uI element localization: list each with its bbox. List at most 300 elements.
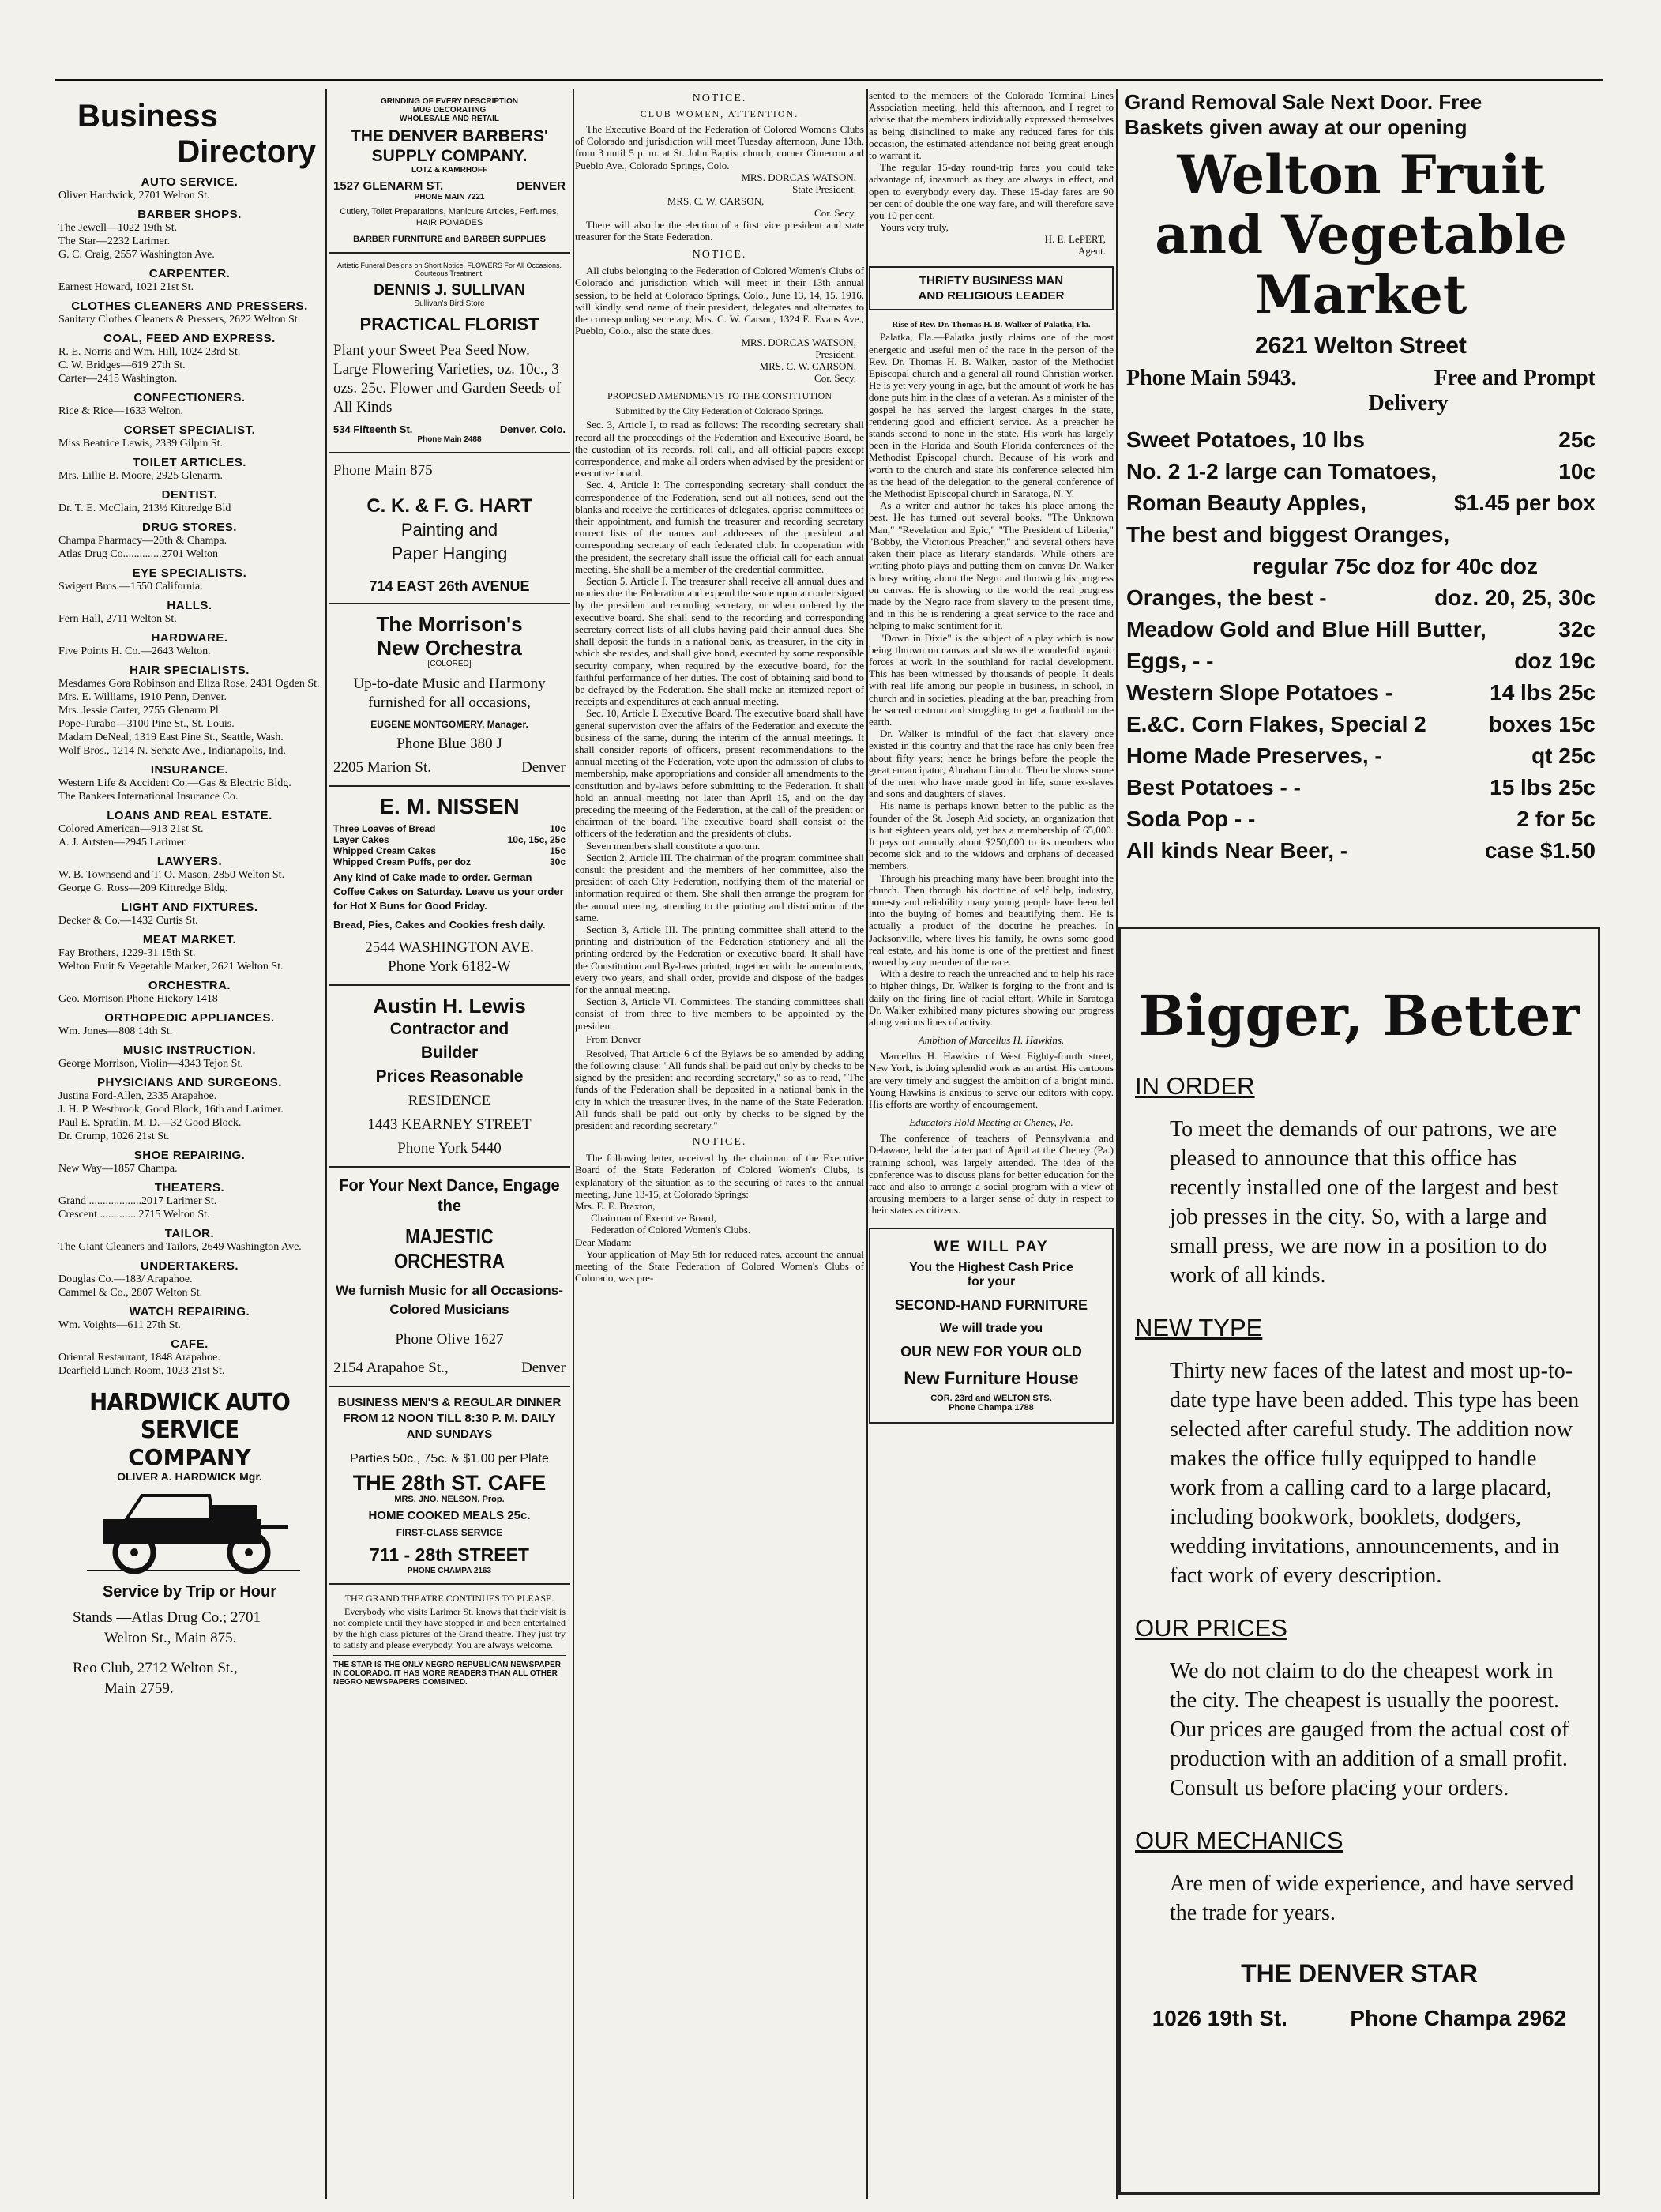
market-price-list: [1118, 424, 1603, 867]
price-item: Sweet Potatoes, 10 lbs: [1126, 427, 1365, 452]
majestic-orchestra-ad: [329, 1168, 570, 1387]
barbers-supply-ad: [329, 89, 570, 254]
ad-phone: Phone Main 2488: [417, 435, 482, 444]
ad-title: Bigger, Better: [1138, 983, 1580, 1048]
ad-sub: RESIDENCE: [408, 1093, 491, 1109]
ad-goods-line: BARBER FURNITURE and BARBER SUPPLIES: [353, 235, 546, 244]
directory-category: PHYSICIANS AND SURGEONS.: [97, 1076, 282, 1089]
hardwick-owner: OLIVER A. HARDWICK Mgr.: [117, 1470, 262, 1483]
ad-line: SECOND-HAND FURNITURE: [895, 1296, 1088, 1313]
hardwick-ad: [55, 1389, 324, 1699]
ad-phone: Phone Blue 380 J: [396, 735, 502, 752]
ad-tagline: Grand Removal Sale Next Door. Free: [1125, 90, 1482, 114]
directory-entry: Cammel & Co., 2807 Welton St.: [58, 1287, 203, 1299]
directory-entry: Rice & Rice—1633 Welton.: [58, 405, 184, 417]
denver-star-ad: [1118, 927, 1600, 2195]
ad-business-name: Austin H. Lewis: [373, 994, 526, 1018]
ad-body: Any kind of Cake made to order. German Coffee Cakes on Saturday. Leave us your order for Hot X Buns for Good Friday.: [333, 871, 564, 912]
directory-category: CLOTHES CLEANERS AND PRESSERS.: [71, 299, 308, 313]
directory-entry: Fay Brothers, 1229-31 15th St.: [58, 947, 196, 959]
walker-article-body: [869, 331, 1114, 1028]
notice-signature: MRS. DORCAS WATSON,: [741, 337, 856, 349]
hardwick-line: Stands —Atlas Drug Co.; 2701: [73, 1609, 261, 1626]
directory-entry: Dearfield Lunch Room, 1023 21st St.: [58, 1365, 225, 1377]
notice-body: There will also be the election of a first vice president and state treasurer for the State Federation.: [575, 218, 864, 243]
article-body: Resolved, That Article 6 of the Bylaws be so amended by adding the following clause: "All funds shall be paid out only by checks to be signed by the president and recording secretary," so as to read, "The funds of the Federation shall be deposited in a national bank in the city in which the treasurer lives, in the name of the State Federation. All funds shall be paid out only by checks to be signed by the president and recording secretary.": [575, 1047, 864, 1132]
price-row: [1118, 677, 1603, 709]
notice-signature: MRS. C. W. CARSON,: [759, 360, 856, 373]
ad-business-name: C. K. & F. G. HART: [366, 495, 532, 517]
newspaper-page: [55, 79, 1603, 2206]
bakery-item: [333, 856, 566, 867]
price-row-continued: regular 75c doz for 40c doz: [1253, 554, 1538, 578]
furniture-house-ad: [869, 1228, 1114, 1424]
price-value: boxes 15c: [1488, 712, 1595, 736]
notice-signature: MRS. C. W. CARSON,: [667, 194, 765, 207]
article-paragraph: Dr. Walker is mindful of the fact that slavery once existed in this country and that the race has only been free about fifty years; hence he brings before the people the great emancipator, Abraham Lincoln. Then he shows some of the men who have made good in life, some ex-slaves and sons and daughters of slaves.: [869, 728, 1114, 800]
notice-signature: MRS. DORCAS WATSON,: [741, 171, 856, 183]
directory-entry: Welton Fruit & Vegetable Market, 2621 Welton St.: [58, 961, 284, 972]
directory-entry: Oliver Hardwick, 2701 Welton St.: [58, 190, 210, 201]
directory-entry: Carter—2415 Washington.: [58, 373, 178, 385]
ad-line: WE WILL PAY: [934, 1238, 1049, 1255]
directory-entry: The Jewell—1022 19th St.: [58, 222, 178, 234]
ad-business-name: New Furniture House: [904, 1367, 1079, 1388]
amendments-body: [575, 419, 864, 1031]
directory-entry: The Star—2232 Larimer.: [58, 235, 171, 247]
article-paragraph: "Down in Dixie" is the subject of a play which is now being thrown on canvas and shows the wonderful organic forces at work in the southland for racial development. This has been witnessed by thousands of people. It deals with real life among our people in business, in school, in church and in societies, pleading at the bar, preaching from the sacred rostrum and struggling to get a foothold on the earth.: [869, 631, 1114, 728]
notice-signature: State President.: [792, 182, 856, 195]
price-item: Home Made Preserves, -: [1126, 743, 1382, 768]
directory-list: [55, 175, 324, 1378]
directory-entry: Champa Pharmacy—20th & Champa.: [58, 535, 227, 547]
bakery-item-price: 10c, 15c, 25c: [507, 834, 566, 845]
directory-entry: Justina Ford-Allen, 2335 Arapahoe.: [58, 1090, 217, 1102]
hardwick-line: Reo Club, 2712 Welton St.,: [73, 1660, 238, 1676]
notices-column: [575, 89, 864, 2199]
ad-business-name: DENNIS J. SULLIVAN: [374, 282, 525, 299]
article-subtitle: Rise of Rev. Dr. Thomas H. B. Walker of Palatka, Fla.: [892, 320, 1091, 330]
market-delivery: Delivery: [1368, 391, 1449, 416]
price-row: [1118, 424, 1603, 456]
ad-body: We furnish Music for all Occasions-Colored Musicians: [336, 1283, 563, 1317]
ad-owner: MRS. JNO. NELSON, Prop.: [394, 1495, 505, 1504]
directory-category: HARDWARE.: [151, 631, 228, 645]
ad-business-name: E. M. NISSEN: [379, 794, 520, 818]
article-title: Ambition of Marcellus H. Hawkins.: [918, 1034, 1065, 1047]
price-item: Best Potatoes - -: [1126, 775, 1301, 799]
article-body: Marcellus H. Hawkins of West Eighty-fourth street, New York, is doing splendid work as an artist. His cartoons are very timely and suggest the ambition of a bright mind. Young Hawkins is anxious to serve our editors with copy. His efforts are worthy of encouragement.: [869, 1050, 1114, 1111]
directory-category: HALLS.: [167, 599, 212, 612]
directory-category: ORTHOPEDIC APPLIANCES.: [104, 1011, 275, 1025]
ad-address: 1443 KEARNEY STREET: [367, 1116, 532, 1133]
directory-entry: W. B. Townsend and T. O. Mason, 2850 Welton St.: [58, 869, 285, 881]
ad-tagline: WHOLESALE AND RETAIL: [399, 115, 500, 123]
notice-signature: President.: [815, 348, 856, 361]
price-value: doz. 20, 25, 30c: [1434, 585, 1595, 610]
business-directory-column: [55, 89, 324, 2199]
ad-line: Contractor and: [389, 1020, 509, 1038]
ad-business-name: THE 28th ST. CAFE: [352, 1471, 547, 1495]
amendment-paragraph: Seven members shall constitute a quorum.: [586, 839, 761, 852]
articles-column: [869, 89, 1114, 2199]
article-subtitle: Submitted by the City Federation of Colorado Springs.: [615, 405, 824, 417]
newspaper-address: 1026 19th St.: [1152, 2006, 1287, 2030]
ad-address: 711 - 28th STREET: [370, 1544, 529, 1565]
price-item: Oranges, the best -: [1126, 585, 1327, 610]
directory-category: EYE SPECIALISTS.: [132, 566, 247, 580]
price-row: [1118, 519, 1603, 551]
price-row: [1118, 645, 1603, 677]
price-value: 32c: [1558, 617, 1595, 641]
bakery-item-name: Three Loaves of Bread: [333, 823, 436, 834]
hardwick-heading: HARDWICK AUTO SERVICE: [89, 1389, 290, 1444]
directory-entry: Fern Hall, 2711 Welton St.: [58, 613, 177, 625]
nissen-bakery-ad: [329, 787, 570, 986]
directory-category: DRUG STORES.: [142, 521, 237, 534]
hardwick-line: Main 2759.: [104, 1680, 174, 1697]
price-value: 25c: [1558, 427, 1595, 452]
directory-category: DENTIST.: [161, 488, 218, 502]
hardwick-line: Welton St., Main 875.: [104, 1630, 237, 1646]
notice-title: NOTICE.: [692, 1136, 747, 1149]
ad-address: 2154 Arapahoe St.,: [333, 1360, 449, 1376]
ad-business-name: The Morrison's: [376, 612, 523, 636]
price-row: [1118, 582, 1603, 614]
ad-address: 1527 GLENARM ST.: [333, 179, 444, 193]
letter-signature: Agent.: [1077, 245, 1106, 258]
directory-category: LIGHT AND FIXTURES.: [121, 901, 258, 914]
newspaper-name: THE DENVER STAR: [1241, 1959, 1478, 1988]
hardwick-service: Service by Trip or Hour: [102, 1583, 277, 1601]
ad-line: Paper Hanging: [391, 544, 508, 563]
ad-owners: LOTZ & KAMRHOFF: [411, 166, 488, 175]
morrison-orchestra-ad: [329, 604, 570, 787]
price-row: [1118, 709, 1603, 740]
ad-phone: Phone Olive 1627: [395, 1331, 504, 1348]
notice-body: The Executive Board of the Federation of Colored Women's Clubs of Colorado and jurisdiction will meet Tuesday afternoon, June 13th, from 3 until 5 p. m. at St. John Baptist church, corner Cimerron and Pueblo Ave., Colorado Springs, Colo.: [575, 123, 864, 171]
directory-title-line1: Business: [77, 99, 218, 134]
ad-line: HOME COOKED MEALS 25c.: [368, 1509, 531, 1522]
price-value: doz 19c: [1514, 649, 1595, 673]
directory-entry: Five Points H. Co.—2643 Welton.: [58, 645, 211, 657]
directory-entry: Western Life & Accident Co.—Gas & Electric Bldg.: [58, 777, 291, 789]
bakery-item-price: 15c: [549, 845, 566, 856]
lewis-contractor-ad: [329, 986, 570, 1168]
market-address: 2621 Welton Street: [1255, 333, 1467, 359]
directory-entry: The Bankers International Insurance Co.: [58, 791, 239, 803]
directory-category: THEATERS.: [154, 1181, 225, 1194]
ad-address: 714 EAST 26th AVENUE: [369, 578, 530, 594]
price-item: Western Slope Potatoes -: [1126, 680, 1393, 705]
section-heading: OUR PRICES: [1135, 1614, 1287, 1642]
hart-ad: [329, 453, 570, 604]
28th-st-cafe-ad: [329, 1387, 570, 1585]
ad-line: You the Highest Cash Price: [909, 1260, 1073, 1274]
ad-address: 2544 WASHINGTON AVE.: [365, 939, 534, 956]
directory-category: CAFE.: [171, 1337, 209, 1351]
article-title: Educators Hold Meeting at Cheney, Pa.: [909, 1116, 1073, 1129]
notice-body: All clubs belonging to the Federation of Colored Women's Clubs of Colorado and jurisdiction which will meet in their 13th annual session, to be held at Colorado Springs, Colo., June 13, 14, 15, 1916, will kindly send name of their president, delegates and alternates to the corresponding secretary, Mrs. C. W. Carson, 1324 E. Evans Ave., Pueblo, Colo., also the state dues.: [575, 265, 864, 337]
directory-entry: Mrs. Jessie Carter, 2755 Glenarm Pl.: [58, 705, 222, 717]
bakery-item: [333, 834, 566, 845]
ad-prices: Parties 50c., 75c. & $1.00 per Plate: [350, 1452, 549, 1465]
amendment-paragraph: Section 5, Article I. The treasurer shall receive all annual dues and monies due the Federation and expend the same upon an order signed by the president and recording secretary, or when ordered by the executive board. She shall send to the recording and corresponding secretary correct lists of all clubs having paid their annual dues. She shall deposit the funds in a national bank, as treasurer, in the city in which she resides, and shall give bond, executed by some responsible security company, when required by the executive board, for the faithful performance of her duties. The cost of obtaining said bond to be defrayed by the Federation. She shall make an itemized report of receipts and expenditures at each annual meeting.: [575, 575, 864, 708]
directory-entry: Swigert Bros.—1550 California.: [58, 581, 203, 592]
notice-signature: Cor. Secy.: [814, 206, 856, 219]
price-item: Soda Pop - -: [1126, 807, 1256, 831]
directory-entry: Crescent ..............2715 Welton St.: [58, 1209, 210, 1221]
letter-body: Your application of May 5th for reduced rates, account the annual meeting of the State Federation of Colored Women's Clubs of Colorado, was pre-: [575, 1247, 864, 1285]
notice-signature: Cor. Secy.: [814, 372, 856, 385]
price-item: E.&C. Corn Flakes, Special 2: [1126, 712, 1426, 736]
ad-city: DENVER: [516, 179, 566, 193]
directory-category: TAILOR.: [164, 1227, 215, 1240]
ad-line: Builder: [420, 1044, 479, 1062]
ad-tagline: BUSINESS MEN'S & REGULAR DINNER FROM 12 NOON TILL 8:30 P. M. DAILY AND SUNDAYS: [337, 1396, 562, 1441]
notice-title: NOTICE.: [692, 92, 747, 104]
directory-category: BARBER SHOPS.: [137, 208, 242, 221]
letter-address: Federation of Colored Women's Clubs.: [591, 1224, 751, 1236]
directory-entry: J. H. P. Westbrook, Good Block, 16th and Larimer.: [58, 1104, 284, 1115]
directory-entry: Wolf Bros., 1214 N. Senate Ave., Indianapolis, Ind.: [58, 745, 286, 757]
directory-entry: Wm. Voights—611 27th St.: [58, 1319, 181, 1331]
directory-category: LOANS AND REAL ESTATE.: [107, 809, 272, 822]
directory-entry: Mrs. E. Williams, 1910 Penn, Denver.: [58, 691, 227, 703]
article-title: PROPOSED AMENDMENTS TO THE CONSTITUTION: [607, 390, 832, 402]
bakery-price-list: [333, 823, 566, 867]
ad-sub: [COLORED]: [427, 660, 472, 668]
directory-entry: Douglas Co.—183/ Arapahoe.: [58, 1273, 193, 1285]
price-value: 15 lbs 25c: [1490, 775, 1595, 799]
price-row: [1118, 772, 1603, 803]
directory-entry: George Morrison, Violin—4343 Tejon St.: [58, 1058, 243, 1070]
ad-phone: PHONE CHAMPA 2163: [407, 1567, 492, 1575]
directory-category: WATCH REPAIRING.: [129, 1305, 250, 1319]
directory-entry: G. C. Craig, 2557 Washington Ave.: [58, 249, 215, 261]
ad-address: COR. 23rd and WELTON STS.: [930, 1393, 1052, 1403]
bakery-item-name: Layer Cakes: [333, 834, 389, 845]
price-item: Eggs, - -: [1126, 649, 1214, 673]
bakery-item-name: Whipped Cream Puffs, per doz: [333, 856, 472, 867]
ad-body: Plant your Sweet Pea Seed Now. Large Flowering Varieties, oz. 10c., 3 ozs. 25c. Flower and Garden Seeds of All Kinds: [333, 342, 562, 416]
article-title: THRIFTY BUSINESS MAN: [919, 274, 1064, 288]
directory-entry: A. J. Artsten—2945 Larimer.: [58, 837, 188, 848]
letter-address: Mrs. E. E. Braxton,: [575, 1200, 656, 1213]
ad-body: Bread, Pies, Cakes and Cookies fresh daily.: [333, 919, 546, 931]
directory-entry: Mesdames Gora Robinson and Eliza Rose, 2431 Ogden St.: [58, 678, 320, 690]
directory-entry: Dr. Crump, 1026 21st St.: [58, 1130, 170, 1142]
market-delivery: Free and Prompt: [1434, 366, 1595, 390]
letter-closing: Yours very truly,: [880, 221, 949, 234]
bakery-item: [333, 845, 566, 856]
directory-entry: The Giant Cleaners and Tailors, 2649 Washington Ave.: [58, 1241, 302, 1253]
letter-body: sented to the members of the Colorado Terminal Lines Association meeting, held this afternoon, and I regret to advise that the members individually expressed themselves as being disinclined to make any reduced fares for this occasion, the estimated attendance not being great enough to warrant it.: [869, 89, 1114, 162]
price-value: case $1.50: [1484, 838, 1595, 863]
ad-business-name: THE DENVER BARBERS' SUPPLY COMPANY.: [350, 127, 549, 165]
ad-phone: Phone Main 875: [333, 462, 433, 479]
ad-line: Prices Reasonable: [375, 1067, 524, 1085]
market-name: and Vegetable: [1155, 204, 1567, 265]
column-rule: [866, 89, 868, 2199]
letter-signature: H. E. LePERT,: [1044, 233, 1106, 246]
star-notice: THE STAR IS THE ONLY NEGRO REPUBLICAN NEWSPAPER IN COLORADO. IT HAS MORE READERS THAN ALL OTHER NEGRO NEWSPAPERS COMBINED.: [333, 1655, 566, 1687]
article-title: THE GRAND THEATRE CONTINUES TO PLEASE.: [344, 1593, 554, 1604]
directory-entry: Geo. Morrison Phone Hickory 1418: [58, 993, 218, 1005]
florist-ad: [329, 254, 570, 453]
market-name: Market: [1254, 264, 1467, 325]
ad-city: Denver: [521, 759, 566, 776]
price-row: [1118, 740, 1603, 772]
ad-address: 2205 Marion St.: [333, 759, 432, 776]
amendment-paragraph: Sec. 4, Article I: The corresponding secretary shall conduct the correspondence of the Federation, send out all notices, send out the blanks and receive the certificates of delegates, apprise committees of their appointment, and furnish the treasurer and recording secretary correct lists of the names and addresses of the president and corresponding secretary of each federated club. In cooperation with the president, the secretary shall issue the official call for each annual meeting. She shall be a member of the credential committee.: [575, 479, 864, 575]
column-rule: [1116, 89, 1118, 2199]
newspaper-phone: Phone Champa 2962: [1350, 2006, 1567, 2030]
ad-goods: Cutlery, Toilet Preparations, Manicure Articles, Perfumes, HAIR POMADES: [340, 207, 559, 228]
hardwick-company: COMPANY: [128, 1444, 251, 1470]
ad-phone: Phone York 6182-W: [388, 958, 511, 975]
amendment-paragraph: Section 3, Article III. The printing committee shall attend to the printing and distribution of the Federation stationery and all the printing ordered by the Federation or executive board. It shall have the Constitution and By-laws printed, together with the amendments, every two years, and shall order, provide and dispose of the badges for the annual meeting.: [575, 923, 864, 995]
price-row: [1118, 803, 1603, 835]
section-heading: OUR MECHANICS: [1135, 1826, 1343, 1854]
directory-category: CONFECTIONERS.: [133, 391, 246, 404]
directory-entry: George G. Ross—209 Kittredge Bldg.: [58, 882, 228, 894]
directory-entry: Decker & Co.—1432 Curtis St.: [58, 915, 198, 927]
directory-entry: Paul E. Spratlin, M. D.—32 Good Block.: [58, 1117, 242, 1129]
directory-category: ORCHESTRA.: [148, 979, 231, 992]
directory-category: TOILET ARTICLES.: [133, 456, 246, 469]
directory-entry: R. E. Norris and Wm. Hill, 1024 23rd St.: [58, 346, 241, 358]
walker-article-header: [869, 266, 1114, 310]
price-value: qt 25c: [1531, 743, 1595, 768]
ad-city: Denver: [521, 1360, 566, 1376]
directory-category: SHOE REPAIRING.: [133, 1149, 246, 1162]
market-name: Welton Fruit: [1177, 144, 1545, 205]
ad-line: Painting and: [400, 520, 498, 540]
directory-category: CARPENTER.: [148, 267, 231, 280]
ad-address: 534 Fifteenth St.: [333, 423, 413, 435]
directory-entry: Earnest Howard, 1021 21st St.: [58, 281, 194, 293]
notice-title: NOTICE.: [692, 249, 747, 261]
directory-entry: C. W. Bridges—619 27th St.: [58, 359, 186, 371]
article-paragraph: His name is perhaps known better to the public as the founder of the St. Joseph Aid society, an organization that is but eighteen years old, yet has a membership of 65,000. It pays out annually about $250,000 to its members who become sick and to the widows and orphans of deceased members.: [869, 799, 1114, 872]
ad-business-name: MAJESTIC ORCHESTRA: [394, 1224, 505, 1273]
article-body: Everybody who visits Larimer St. knows that their visit is not complete until they have stopped in and been entertained by the high class pictures of the Grand theatre. They just try to satisfy and please everybody. You are always welcome.: [333, 1606, 566, 1650]
directory-entry: Grand ...................2017 Larimer St.: [58, 1195, 217, 1207]
section-body: Thirty new faces of the latest and most up-to-date type have been added. This type has been selected after careful study. The addition now makes the office fully equipped to handle work from a calling card to a large placard, including bookwork, booklets, dodgers, wedding invitations, announcements, and in fact work of every description.: [1170, 1359, 1580, 1588]
directory-entry: Atlas Drug Co..............2701 Welton: [58, 548, 218, 560]
directory-entry: Miss Beatrice Lewis, 2339 Gilpin St.: [58, 438, 224, 450]
article-body: The conference of teachers of Pennsylvania and Delaware, held the latter part of April at the Cheney (Pa.) training school, was largely attended. The idea of the conference was to discuss plans for better education for the race and also to arrange a social program with a view of arousing members to a larger sense of duty in respect to their states as citizens.: [869, 1132, 1114, 1217]
directory-title-line2: Directory: [177, 134, 316, 169]
directory-entry: New Way—1857 Champa.: [58, 1163, 178, 1175]
price-value: 14 lbs 25c: [1490, 680, 1595, 705]
price-row: [1118, 614, 1603, 645]
directory-category: INSURANCE.: [150, 763, 229, 777]
price-item: Roman Beauty Apples,: [1126, 491, 1366, 515]
ad-tagline: Artistic Funeral Designs on Short Notice. FLOWERS For All Occasions. Courteous Treatment.: [336, 261, 562, 277]
market-phone: Phone Main 5943.: [1126, 366, 1297, 390]
article-title: AND RELIGIOUS LEADER: [918, 289, 1065, 303]
bakery-item: [333, 823, 566, 834]
price-row: [1118, 835, 1603, 867]
amendment-paragraph: Sec. 3, Article I, to read as follows: The recording secretary shall record all the proceedings of the Federation and Executive Board, be the custodian of its records, roll call, and all official papers except correspondence, and make all orders when advised by the president or executive board.: [575, 419, 864, 480]
amendment-paragraph: Section 2, Article III. The chairman of the program committee shall consult the president and the members of her committee, also the president of each City Federation, notifying them of the material or information required of them. She shall then arrange the program for the annual meeting, attending to the printing and distribution of the same.: [575, 851, 864, 924]
section-heading: IN ORDER: [1135, 1072, 1255, 1100]
directory-category: COAL, FEED AND EXPRESS.: [103, 332, 276, 345]
ad-phone: Phone York 5440: [397, 1140, 502, 1157]
automobile-illustration: [55, 1488, 324, 1578]
ad-tagline: MUG DECORATING: [412, 106, 487, 115]
ad-line: We will trade you: [939, 1321, 1043, 1335]
price-item: All kinds Near Beer, -: [1126, 838, 1348, 863]
ad-body: Up-to-date Music and Harmony furnished for all occasions,: [353, 675, 546, 711]
price-value: $1.45 per box: [1454, 491, 1595, 515]
car-icon: [71, 1488, 308, 1574]
directory-entry: Dr. T. E. McClain, 213½ Kittredge Bld: [58, 502, 231, 514]
directory-entry: Oriental Restaurant, 1848 Arapahoe.: [58, 1352, 220, 1364]
ad-title: PRACTICAL FLORIST: [359, 314, 539, 334]
price-item: Meadow Gold and Blue Hill Butter,: [1126, 617, 1486, 641]
ad-line: for your: [967, 1274, 1016, 1288]
directory-entry: Colored American—913 21st St.: [58, 823, 204, 835]
directory-category: CORSET SPECIALIST.: [123, 423, 256, 437]
price-value: 10c: [1558, 459, 1595, 483]
bakery-item-price: 30c: [549, 856, 566, 867]
price-value: 2 for 5c: [1516, 807, 1595, 831]
display-ads-column: [1118, 89, 1603, 2199]
directory-entry: Madam DeNeal, 1319 East Pine St., Seattle, Wash.: [58, 732, 284, 743]
price-item: The best and biggest Oranges,: [1126, 522, 1450, 547]
ad-line: OUR NEW FOR YOUR OLD: [900, 1343, 1082, 1360]
directory-entry: Mrs. Lillie B. Moore, 2925 Glenarm.: [58, 470, 224, 482]
ad-tagline: Baskets given away at our opening: [1125, 115, 1467, 139]
ad-phone: PHONE MAIN 7221: [414, 193, 485, 201]
article-paragraph: Through his preaching many have been brought into the church. Then through his doctrine of self help, industry, honesty and reliability many young people have been led into the buying of homes and beautifying them. He is actually a product of the doctrine he preaches. In Jacksonville, where lives his family, he owns some good real estate, and his home is one of the prettiest and finest owned by any member of the race.: [869, 871, 1114, 968]
ad-phone: Phone Champa 1788: [949, 1402, 1034, 1413]
bakery-item-name: Whipped Cream Cakes: [333, 845, 437, 856]
directory-category: MEAT MARKET.: [142, 933, 237, 946]
ad-sub: Sullivan's Bird Store: [414, 299, 485, 308]
article-title: From Denver: [586, 1033, 641, 1045]
directory-entry: Wm. Jones—808 14th St.: [58, 1025, 173, 1037]
ad-business-name: New Orchestra: [377, 636, 522, 660]
letter-salutation: Dear Madam:: [575, 1236, 632, 1248]
notice-subtitle: CLUB WOMEN, ATTENTION.: [640, 108, 799, 119]
section-body: Are men of wide experience, and have served the trade for years.: [1170, 1872, 1574, 1925]
grand-theatre-item: [329, 1585, 570, 1693]
column-rule: [573, 89, 574, 2199]
price-row: [1118, 487, 1603, 519]
section-heading: NEW TYPE: [1135, 1314, 1263, 1341]
bakery-item-price: 10c: [549, 823, 566, 834]
ad-manager: EUGENE MONTGOMERY, Manager.: [370, 719, 528, 730]
letter-address: Chairman of Executive Board,: [591, 1212, 716, 1224]
ads-column: [329, 89, 570, 2199]
ad-city: Denver, Colo.: [499, 423, 566, 435]
ad-tagline: GRINDING OF EVERY DESCRIPTION: [381, 97, 518, 106]
directory-category: AUTO SERVICE.: [141, 175, 239, 189]
directory-category: HAIR SPECIALISTS.: [130, 664, 250, 677]
article-paragraph: With a desire to reach the unreached and to help his race to higher things, Dr. Walker is forging to the front and is daily on the firing line of racial effort. While in Saratoga Dr. Walker exhibited many pictures showing our progress along various lines of activity.: [869, 968, 1114, 1029]
column-rule: [325, 89, 327, 2199]
directory-entry: Sanitary Clothes Cleaners & Pressers, 2622 Welton St.: [58, 314, 301, 325]
directory-entry: Pope-Turabo—3100 Pine St., St. Louis.: [58, 718, 235, 730]
directory-category: UNDERTAKERS.: [140, 1259, 239, 1273]
price-item: No. 2 1-2 large can Tomatoes,: [1126, 459, 1437, 483]
directory-category: MUSIC INSTRUCTION.: [122, 1044, 257, 1057]
amendment-paragraph: Section 3, Article VI. Committees. The standing committees shall consist of from three to five members to be appointed by the president.: [575, 995, 864, 1032]
